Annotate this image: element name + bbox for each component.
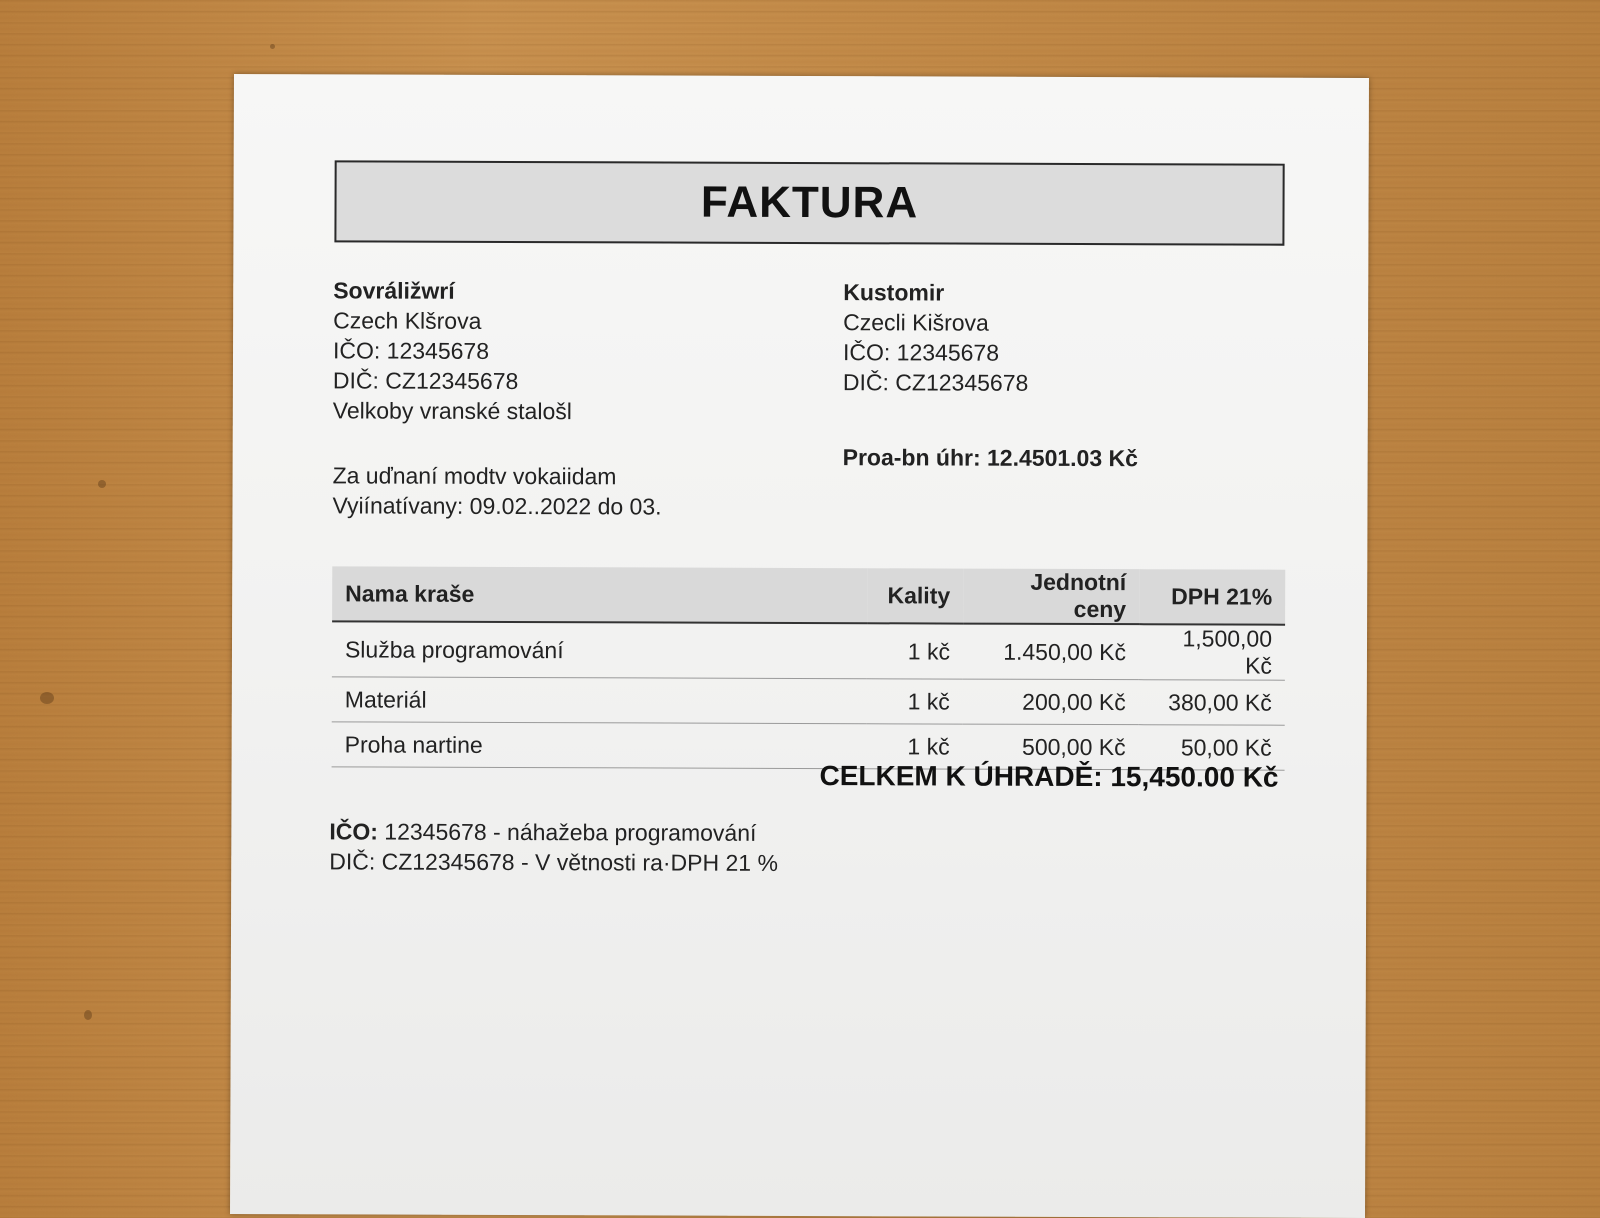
- cell-qty: 1 kč: [867, 623, 963, 679]
- cell-unit-price: 200,00 Kč: [963, 679, 1139, 725]
- col-header-vat: DPH 21%: [1139, 569, 1285, 625]
- invoice-title-box: [334, 160, 1284, 245]
- buyer-dic: DIČ: CZ12345678: [842, 369, 1029, 396]
- cell-qty: 1 kč: [867, 679, 963, 724]
- cell-vat: 1,500,00 Kč: [1139, 624, 1285, 680]
- buyer-name: Czecli Kišrova: [843, 309, 989, 336]
- cell-unit-price: 1.450,00 Kč: [963, 624, 1139, 680]
- cell-qty: 1 kč: [867, 724, 963, 769]
- col-header-unit-price: Jednotní ceny: [963, 569, 1139, 625]
- col-header-qty: Kality: [867, 568, 963, 623]
- period-block: [332, 460, 661, 521]
- footer-block: [329, 816, 778, 878]
- seller-note: Velkoby vranské stalošl: [332, 397, 572, 425]
- footer-ico-line: [329, 816, 778, 848]
- footer-ico-text: 12345678 - náhažeba programování: [377, 818, 757, 846]
- footer-ico-label: IČO:: [329, 818, 378, 845]
- seller-name: Czech Klšrova: [333, 307, 482, 334]
- wood-knot: [40, 692, 54, 704]
- buyer-heading: Kustomir: [843, 279, 945, 306]
- items-header-row: [332, 566, 1285, 624]
- buyer-block: [843, 277, 1029, 398]
- table-row: [332, 677, 1285, 725]
- seller-dic: DIČ: CZ12345678: [332, 367, 519, 395]
- grand-total: CELKEM K ÚHRADĚ: 15,450.00 Kč: [819, 760, 1279, 793]
- items-table: [332, 566, 1286, 770]
- due-date: Proa-bn úhr: 12.4501.03 Kč: [842, 444, 1138, 472]
- wood-knot: [98, 480, 106, 488]
- cell-name: Materiál: [332, 677, 867, 724]
- period-line-2: Vyiínatívany: 09.02..2022 do 03.: [332, 492, 662, 520]
- wood-knot: [84, 1010, 92, 1020]
- buyer-ico: IČO: 12345678: [842, 339, 1000, 366]
- cell-vat: 50,00 Kč: [1139, 725, 1285, 771]
- footer-dic-line: DIČ: CZ12345678 - V větnosti ra·DPH 21 %: [329, 848, 778, 876]
- cell-unit-price: 500,00 Kč: [963, 724, 1139, 770]
- seller-ico: IČO: 12345678: [332, 337, 490, 364]
- seller-block: [333, 275, 573, 426]
- table-row: [332, 621, 1285, 680]
- wood-knot: [270, 44, 275, 49]
- seller-heading: Sovráližwrí: [333, 277, 455, 304]
- invoice-title: FAKTURA: [700, 177, 919, 228]
- cell-name: Služba programování: [332, 621, 867, 678]
- cell-name: Proha nartine: [332, 722, 867, 769]
- period-line-1: Za uďnaní modtv vokaiidam: [332, 462, 617, 490]
- cell-vat: 380,00 Kč: [1139, 680, 1285, 726]
- col-header-name: Nama kraše: [332, 566, 867, 623]
- invoice-paper: [230, 74, 1369, 1218]
